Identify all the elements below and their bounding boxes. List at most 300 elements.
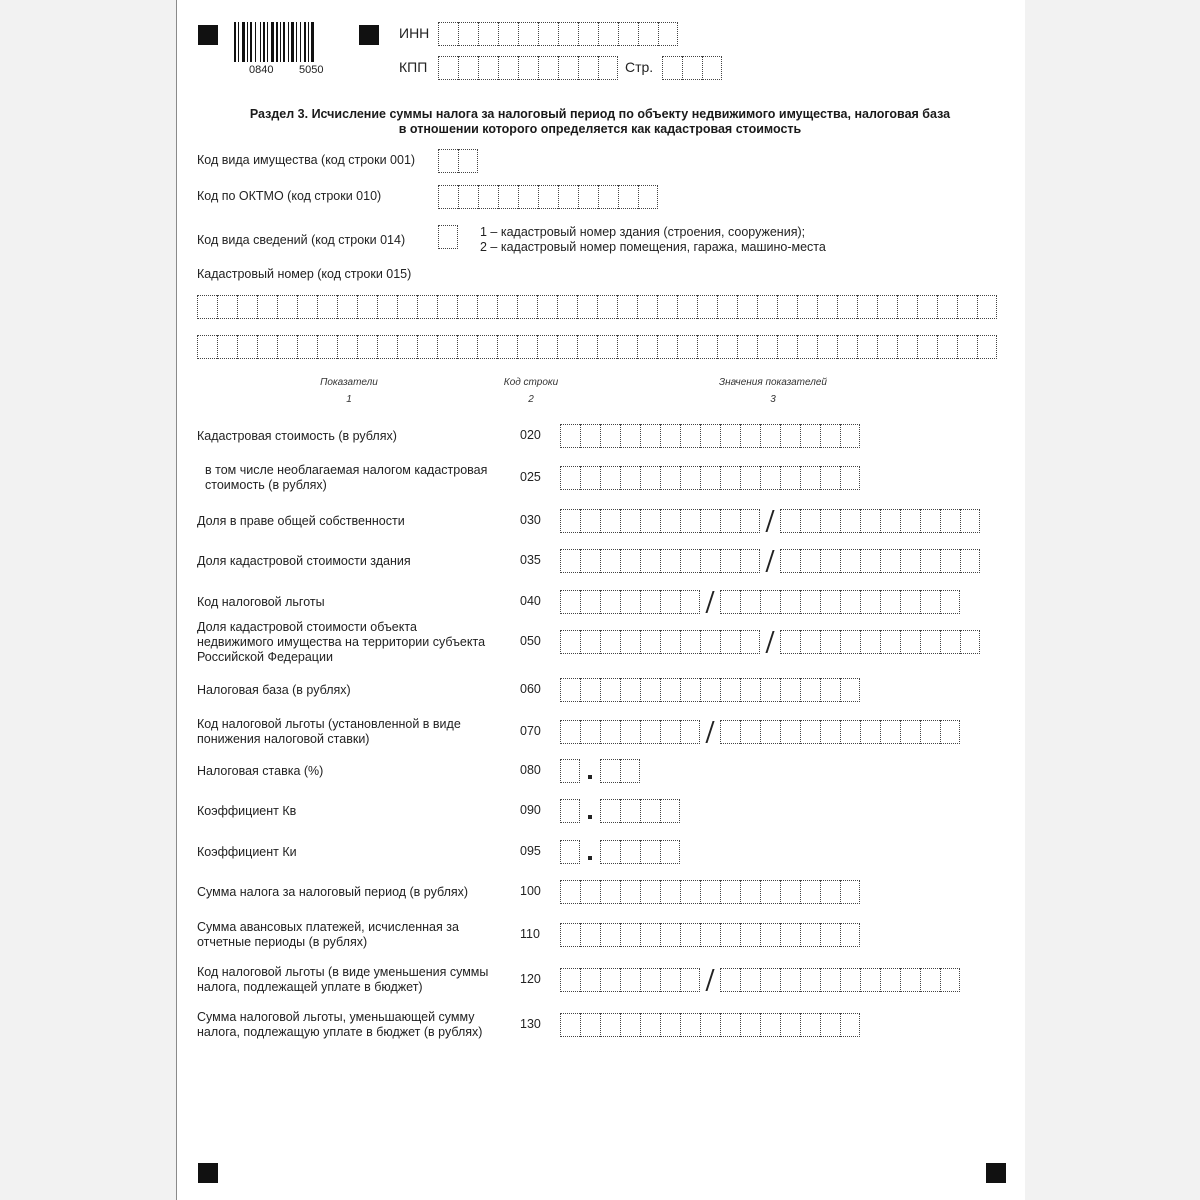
input-cell[interactable] bbox=[797, 335, 817, 359]
input-cell[interactable] bbox=[558, 56, 578, 80]
input-cell[interactable] bbox=[580, 509, 600, 533]
input-cell[interactable] bbox=[740, 466, 760, 490]
input-cell[interactable] bbox=[900, 509, 920, 533]
input-cell[interactable] bbox=[297, 335, 317, 359]
row-value-field-035[interactable] bbox=[560, 549, 760, 573]
input-cell[interactable] bbox=[780, 1013, 800, 1037]
row-value-field-080[interactable] bbox=[600, 759, 640, 783]
input-cell[interactable] bbox=[780, 466, 800, 490]
input-cell[interactable] bbox=[600, 678, 620, 702]
input-cell[interactable] bbox=[800, 466, 820, 490]
input-cell[interactable] bbox=[498, 22, 518, 46]
input-cell[interactable] bbox=[920, 630, 940, 654]
input-cell[interactable] bbox=[820, 590, 840, 614]
input-cell[interactable] bbox=[560, 840, 580, 864]
input-cell[interactable] bbox=[777, 295, 797, 319]
input-cell[interactable] bbox=[377, 335, 397, 359]
input-cell[interactable] bbox=[538, 56, 558, 80]
input-cell[interactable] bbox=[618, 185, 638, 209]
input-cell[interactable] bbox=[397, 295, 417, 319]
input-cell[interactable] bbox=[257, 335, 277, 359]
input-cell[interactable] bbox=[597, 335, 617, 359]
input-cell[interactable] bbox=[720, 509, 740, 533]
input-cell[interactable] bbox=[580, 880, 600, 904]
input-cell[interactable] bbox=[820, 1013, 840, 1037]
input-cell[interactable] bbox=[197, 295, 217, 319]
row-value-field-130[interactable] bbox=[560, 1013, 860, 1037]
input-cell[interactable] bbox=[557, 295, 577, 319]
input-cell[interactable] bbox=[957, 335, 977, 359]
input-cell[interactable] bbox=[620, 923, 640, 947]
input-cell[interactable] bbox=[277, 295, 297, 319]
input-cell[interactable] bbox=[660, 590, 680, 614]
input-cell[interactable] bbox=[498, 185, 518, 209]
row-value-field-110[interactable] bbox=[560, 923, 860, 947]
input-cell[interactable] bbox=[837, 295, 857, 319]
input-cell[interactable] bbox=[840, 590, 860, 614]
input-cell[interactable] bbox=[640, 1013, 660, 1037]
row-value-field-095[interactable] bbox=[600, 840, 680, 864]
input-cell[interactable] bbox=[317, 295, 337, 319]
input-cell[interactable] bbox=[417, 295, 437, 319]
input-cell[interactable] bbox=[620, 720, 640, 744]
input-cell[interactable] bbox=[617, 335, 637, 359]
input-cell[interactable] bbox=[800, 923, 820, 947]
input-cell[interactable] bbox=[580, 424, 600, 448]
input-cell[interactable] bbox=[560, 630, 580, 654]
input-cell[interactable] bbox=[840, 549, 860, 573]
input-cell[interactable] bbox=[478, 56, 498, 80]
input-cell[interactable] bbox=[760, 720, 780, 744]
input-cell[interactable] bbox=[620, 799, 640, 823]
input-cell[interactable] bbox=[800, 720, 820, 744]
input-cell[interactable] bbox=[620, 759, 640, 783]
input-cell[interactable] bbox=[458, 22, 478, 46]
input-cell[interactable] bbox=[640, 466, 660, 490]
input-cell[interactable] bbox=[940, 968, 960, 992]
input-cell[interactable] bbox=[797, 295, 817, 319]
input-cell[interactable] bbox=[917, 335, 937, 359]
input-cell[interactable] bbox=[740, 923, 760, 947]
input-cell[interactable] bbox=[700, 880, 720, 904]
input-cell[interactable] bbox=[458, 185, 478, 209]
input-cell[interactable] bbox=[760, 678, 780, 702]
input-cell[interactable] bbox=[560, 424, 580, 448]
input-cell[interactable] bbox=[820, 466, 840, 490]
input-cell[interactable] bbox=[897, 295, 917, 319]
input-cell[interactable] bbox=[660, 1013, 680, 1037]
input-cell[interactable] bbox=[800, 549, 820, 573]
input-cell[interactable] bbox=[620, 424, 640, 448]
input-cell[interactable] bbox=[620, 590, 640, 614]
input-cell[interactable] bbox=[920, 509, 940, 533]
cadastral-number-field-line-2[interactable] bbox=[197, 335, 997, 359]
input-cell[interactable] bbox=[237, 335, 257, 359]
input-cell[interactable] bbox=[860, 509, 880, 533]
input-cell[interactable] bbox=[820, 880, 840, 904]
input-cell[interactable] bbox=[337, 295, 357, 319]
input-cell[interactable] bbox=[518, 185, 538, 209]
input-cell[interactable] bbox=[478, 185, 498, 209]
input-cell[interactable] bbox=[317, 335, 337, 359]
input-cell[interactable] bbox=[860, 720, 880, 744]
input-cell[interactable] bbox=[478, 22, 498, 46]
input-cell[interactable] bbox=[660, 424, 680, 448]
page-number-field[interactable] bbox=[662, 56, 722, 80]
input-cell[interactable] bbox=[600, 759, 620, 783]
input-cell[interactable] bbox=[977, 295, 997, 319]
input-cell[interactable] bbox=[860, 549, 880, 573]
input-cell[interactable] bbox=[700, 424, 720, 448]
input-cell[interactable] bbox=[640, 923, 660, 947]
input-cell[interactable] bbox=[780, 424, 800, 448]
input-cell[interactable] bbox=[560, 466, 580, 490]
input-cell[interactable] bbox=[940, 509, 960, 533]
input-cell[interactable] bbox=[257, 295, 277, 319]
input-cell[interactable] bbox=[817, 295, 837, 319]
input-cell[interactable] bbox=[877, 295, 897, 319]
input-cell[interactable] bbox=[620, 509, 640, 533]
input-cell[interactable] bbox=[720, 424, 740, 448]
input-cell[interactable] bbox=[640, 840, 660, 864]
input-cell[interactable] bbox=[600, 466, 620, 490]
input-cell[interactable] bbox=[820, 549, 840, 573]
input-cell[interactable] bbox=[677, 295, 697, 319]
input-cell[interactable] bbox=[438, 185, 458, 209]
input-cell[interactable] bbox=[680, 1013, 700, 1037]
input-cell[interactable] bbox=[700, 509, 720, 533]
row-value-field-030[interactable] bbox=[780, 509, 980, 533]
input-cell[interactable] bbox=[837, 335, 857, 359]
input-cell[interactable] bbox=[860, 630, 880, 654]
input-cell[interactable] bbox=[560, 509, 580, 533]
oktmo-field[interactable] bbox=[438, 185, 658, 209]
input-cell[interactable] bbox=[680, 549, 700, 573]
input-cell[interactable] bbox=[880, 590, 900, 614]
input-cell[interactable] bbox=[577, 295, 597, 319]
input-cell[interactable] bbox=[560, 590, 580, 614]
input-cell[interactable] bbox=[800, 630, 820, 654]
input-cell[interactable] bbox=[497, 295, 517, 319]
property-type-field[interactable] bbox=[438, 149, 478, 173]
input-cell[interactable] bbox=[438, 22, 458, 46]
input-cell[interactable] bbox=[897, 335, 917, 359]
input-cell[interactable] bbox=[700, 466, 720, 490]
input-cell[interactable] bbox=[618, 22, 638, 46]
input-cell[interactable] bbox=[940, 549, 960, 573]
input-cell[interactable] bbox=[660, 923, 680, 947]
input-cell[interactable] bbox=[560, 1013, 580, 1037]
inn-field[interactable] bbox=[438, 22, 678, 46]
row-value-field-070[interactable] bbox=[720, 720, 960, 744]
input-cell[interactable] bbox=[537, 295, 557, 319]
input-cell[interactable] bbox=[357, 295, 377, 319]
input-cell[interactable] bbox=[620, 968, 640, 992]
input-cell[interactable] bbox=[337, 335, 357, 359]
input-cell[interactable] bbox=[477, 295, 497, 319]
input-cell[interactable] bbox=[558, 22, 578, 46]
input-cell[interactable] bbox=[537, 335, 557, 359]
input-cell[interactable] bbox=[600, 720, 620, 744]
input-cell[interactable] bbox=[660, 720, 680, 744]
row-value-field-020[interactable] bbox=[560, 424, 860, 448]
input-cell[interactable] bbox=[682, 56, 702, 80]
input-cell[interactable] bbox=[560, 678, 580, 702]
input-cell[interactable] bbox=[600, 968, 620, 992]
input-cell[interactable] bbox=[580, 590, 600, 614]
input-cell[interactable] bbox=[800, 880, 820, 904]
input-cell[interactable] bbox=[580, 466, 600, 490]
input-cell[interactable] bbox=[820, 424, 840, 448]
input-cell[interactable] bbox=[640, 799, 660, 823]
input-cell[interactable] bbox=[760, 923, 780, 947]
input-cell[interactable] bbox=[840, 968, 860, 992]
input-cell[interactable] bbox=[497, 335, 517, 359]
input-cell[interactable] bbox=[920, 590, 940, 614]
input-cell[interactable] bbox=[780, 509, 800, 533]
input-cell[interactable] bbox=[840, 466, 860, 490]
row-value-field-090[interactable] bbox=[600, 799, 680, 823]
input-cell[interactable] bbox=[658, 22, 678, 46]
input-cell[interactable] bbox=[580, 923, 600, 947]
input-cell[interactable] bbox=[477, 335, 497, 359]
input-cell[interactable] bbox=[197, 335, 217, 359]
row-value-field-030[interactable] bbox=[560, 509, 760, 533]
input-cell[interactable] bbox=[680, 630, 700, 654]
input-cell[interactable] bbox=[580, 720, 600, 744]
input-cell[interactable] bbox=[720, 590, 740, 614]
input-cell[interactable] bbox=[940, 630, 960, 654]
input-cell[interactable] bbox=[720, 549, 740, 573]
input-cell[interactable] bbox=[660, 630, 680, 654]
input-cell[interactable] bbox=[740, 968, 760, 992]
input-cell[interactable] bbox=[598, 22, 618, 46]
kpp-field[interactable] bbox=[438, 56, 618, 80]
input-cell[interactable] bbox=[640, 509, 660, 533]
input-cell[interactable] bbox=[640, 590, 660, 614]
input-cell[interactable] bbox=[760, 968, 780, 992]
input-cell[interactable] bbox=[600, 1013, 620, 1037]
input-cell[interactable] bbox=[620, 466, 640, 490]
input-cell[interactable] bbox=[580, 1013, 600, 1037]
input-cell[interactable] bbox=[737, 295, 757, 319]
input-cell[interactable] bbox=[777, 335, 797, 359]
input-cell[interactable] bbox=[900, 590, 920, 614]
input-cell[interactable] bbox=[620, 678, 640, 702]
input-cell[interactable] bbox=[857, 335, 877, 359]
input-cell[interactable] bbox=[560, 923, 580, 947]
input-cell[interactable] bbox=[860, 590, 880, 614]
input-cell[interactable] bbox=[557, 335, 577, 359]
input-cell[interactable] bbox=[680, 923, 700, 947]
input-cell[interactable] bbox=[780, 630, 800, 654]
input-cell[interactable] bbox=[900, 968, 920, 992]
input-cell[interactable] bbox=[740, 1013, 760, 1037]
row-value-field-120[interactable] bbox=[720, 968, 960, 992]
input-cell[interactable] bbox=[740, 880, 760, 904]
input-cell[interactable] bbox=[720, 923, 740, 947]
input-cell[interactable] bbox=[800, 590, 820, 614]
input-cell[interactable] bbox=[860, 968, 880, 992]
input-cell[interactable] bbox=[640, 968, 660, 992]
input-cell[interactable] bbox=[677, 335, 697, 359]
input-cell[interactable] bbox=[740, 424, 760, 448]
input-cell[interactable] bbox=[977, 335, 997, 359]
input-cell[interactable] bbox=[620, 630, 640, 654]
input-cell[interactable] bbox=[577, 335, 597, 359]
input-cell[interactable] bbox=[780, 880, 800, 904]
input-cell[interactable] bbox=[840, 1013, 860, 1037]
input-cell[interactable] bbox=[600, 840, 620, 864]
input-cell[interactable] bbox=[737, 335, 757, 359]
input-cell[interactable] bbox=[538, 22, 558, 46]
input-cell[interactable] bbox=[800, 1013, 820, 1037]
input-cell[interactable] bbox=[518, 22, 538, 46]
input-cell[interactable] bbox=[600, 424, 620, 448]
input-cell[interactable] bbox=[702, 56, 722, 80]
input-cell[interactable] bbox=[840, 678, 860, 702]
input-cell[interactable] bbox=[600, 509, 620, 533]
input-cell[interactable] bbox=[580, 630, 600, 654]
input-cell[interactable] bbox=[640, 880, 660, 904]
input-cell[interactable] bbox=[757, 295, 777, 319]
input-cell[interactable] bbox=[877, 335, 897, 359]
input-cell[interactable] bbox=[660, 799, 680, 823]
input-cell[interactable] bbox=[840, 923, 860, 947]
input-cell[interactable] bbox=[920, 720, 940, 744]
input-cell[interactable] bbox=[297, 295, 317, 319]
input-cell[interactable] bbox=[740, 630, 760, 654]
row-value-field-050[interactable] bbox=[780, 630, 980, 654]
input-cell[interactable] bbox=[680, 968, 700, 992]
input-cell[interactable] bbox=[780, 968, 800, 992]
input-cell[interactable] bbox=[637, 295, 657, 319]
input-cell[interactable] bbox=[600, 590, 620, 614]
input-cell[interactable] bbox=[560, 549, 580, 573]
input-cell[interactable] bbox=[580, 678, 600, 702]
row-value-field-100[interactable] bbox=[560, 880, 860, 904]
input-cell[interactable] bbox=[518, 56, 538, 80]
input-cell[interactable] bbox=[680, 720, 700, 744]
input-cell[interactable] bbox=[600, 549, 620, 573]
row-value-field-060[interactable] bbox=[560, 678, 860, 702]
input-cell[interactable] bbox=[697, 335, 717, 359]
row-value-field-080[interactable] bbox=[560, 759, 580, 783]
input-cell[interactable] bbox=[800, 678, 820, 702]
input-cell[interactable] bbox=[700, 1013, 720, 1037]
input-cell[interactable] bbox=[900, 549, 920, 573]
input-cell[interactable] bbox=[637, 335, 657, 359]
input-cell[interactable] bbox=[680, 424, 700, 448]
input-cell[interactable] bbox=[780, 678, 800, 702]
input-cell[interactable] bbox=[880, 630, 900, 654]
input-cell[interactable] bbox=[538, 185, 558, 209]
input-cell[interactable] bbox=[740, 720, 760, 744]
input-cell[interactable] bbox=[397, 335, 417, 359]
row-value-field-040[interactable] bbox=[560, 590, 700, 614]
input-cell[interactable] bbox=[760, 880, 780, 904]
input-cell[interactable] bbox=[457, 335, 477, 359]
input-cell[interactable] bbox=[660, 968, 680, 992]
input-cell[interactable] bbox=[780, 590, 800, 614]
input-cell[interactable] bbox=[740, 549, 760, 573]
input-cell[interactable] bbox=[640, 549, 660, 573]
input-cell[interactable] bbox=[560, 799, 580, 823]
input-cell[interactable] bbox=[620, 840, 640, 864]
input-cell[interactable] bbox=[517, 335, 537, 359]
input-cell[interactable] bbox=[662, 56, 682, 80]
input-cell[interactable] bbox=[578, 56, 598, 80]
input-cell[interactable] bbox=[560, 968, 580, 992]
input-cell[interactable] bbox=[660, 678, 680, 702]
input-cell[interactable] bbox=[820, 720, 840, 744]
input-cell[interactable] bbox=[760, 1013, 780, 1037]
input-cell[interactable] bbox=[840, 424, 860, 448]
input-cell[interactable] bbox=[437, 335, 457, 359]
input-cell[interactable] bbox=[217, 295, 237, 319]
input-cell[interactable] bbox=[720, 968, 740, 992]
input-cell[interactable] bbox=[600, 799, 620, 823]
input-cell[interactable] bbox=[957, 295, 977, 319]
input-cell[interactable] bbox=[660, 840, 680, 864]
input-cell[interactable] bbox=[880, 720, 900, 744]
input-cell[interactable] bbox=[640, 720, 660, 744]
cadastral-number-field-line-1[interactable] bbox=[197, 295, 997, 319]
input-cell[interactable] bbox=[880, 509, 900, 533]
input-cell[interactable] bbox=[558, 185, 578, 209]
input-cell[interactable] bbox=[417, 335, 437, 359]
input-cell[interactable] bbox=[700, 923, 720, 947]
input-cell[interactable] bbox=[600, 630, 620, 654]
row-value-field-040[interactable] bbox=[720, 590, 960, 614]
input-cell[interactable] bbox=[940, 720, 960, 744]
input-cell[interactable] bbox=[600, 880, 620, 904]
input-cell[interactable] bbox=[638, 185, 658, 209]
input-cell[interactable] bbox=[617, 295, 637, 319]
input-cell[interactable] bbox=[800, 424, 820, 448]
input-cell[interactable] bbox=[660, 549, 680, 573]
input-cell[interactable] bbox=[700, 678, 720, 702]
input-cell[interactable] bbox=[660, 466, 680, 490]
input-cell[interactable] bbox=[900, 720, 920, 744]
input-cell[interactable] bbox=[560, 759, 580, 783]
input-cell[interactable] bbox=[580, 968, 600, 992]
input-cell[interactable] bbox=[237, 295, 257, 319]
input-cell[interactable] bbox=[780, 549, 800, 573]
input-cell[interactable] bbox=[457, 295, 477, 319]
input-cell[interactable] bbox=[840, 880, 860, 904]
info-type-field[interactable] bbox=[438, 225, 458, 249]
row-value-field-120[interactable] bbox=[560, 968, 700, 992]
input-cell[interactable] bbox=[458, 56, 478, 80]
input-cell[interactable] bbox=[817, 335, 837, 359]
input-cell[interactable] bbox=[740, 678, 760, 702]
row-value-field-090[interactable] bbox=[560, 799, 580, 823]
input-cell[interactable] bbox=[600, 923, 620, 947]
input-cell[interactable] bbox=[720, 880, 740, 904]
input-cell[interactable] bbox=[717, 295, 737, 319]
input-cell[interactable] bbox=[620, 549, 640, 573]
row-value-field-070[interactable] bbox=[560, 720, 700, 744]
input-cell[interactable] bbox=[720, 1013, 740, 1037]
input-cell[interactable] bbox=[760, 466, 780, 490]
input-cell[interactable] bbox=[720, 466, 740, 490]
input-cell[interactable] bbox=[657, 295, 677, 319]
input-cell[interactable] bbox=[960, 509, 980, 533]
input-cell[interactable] bbox=[960, 549, 980, 573]
input-cell[interactable] bbox=[857, 295, 877, 319]
input-cell[interactable] bbox=[820, 968, 840, 992]
